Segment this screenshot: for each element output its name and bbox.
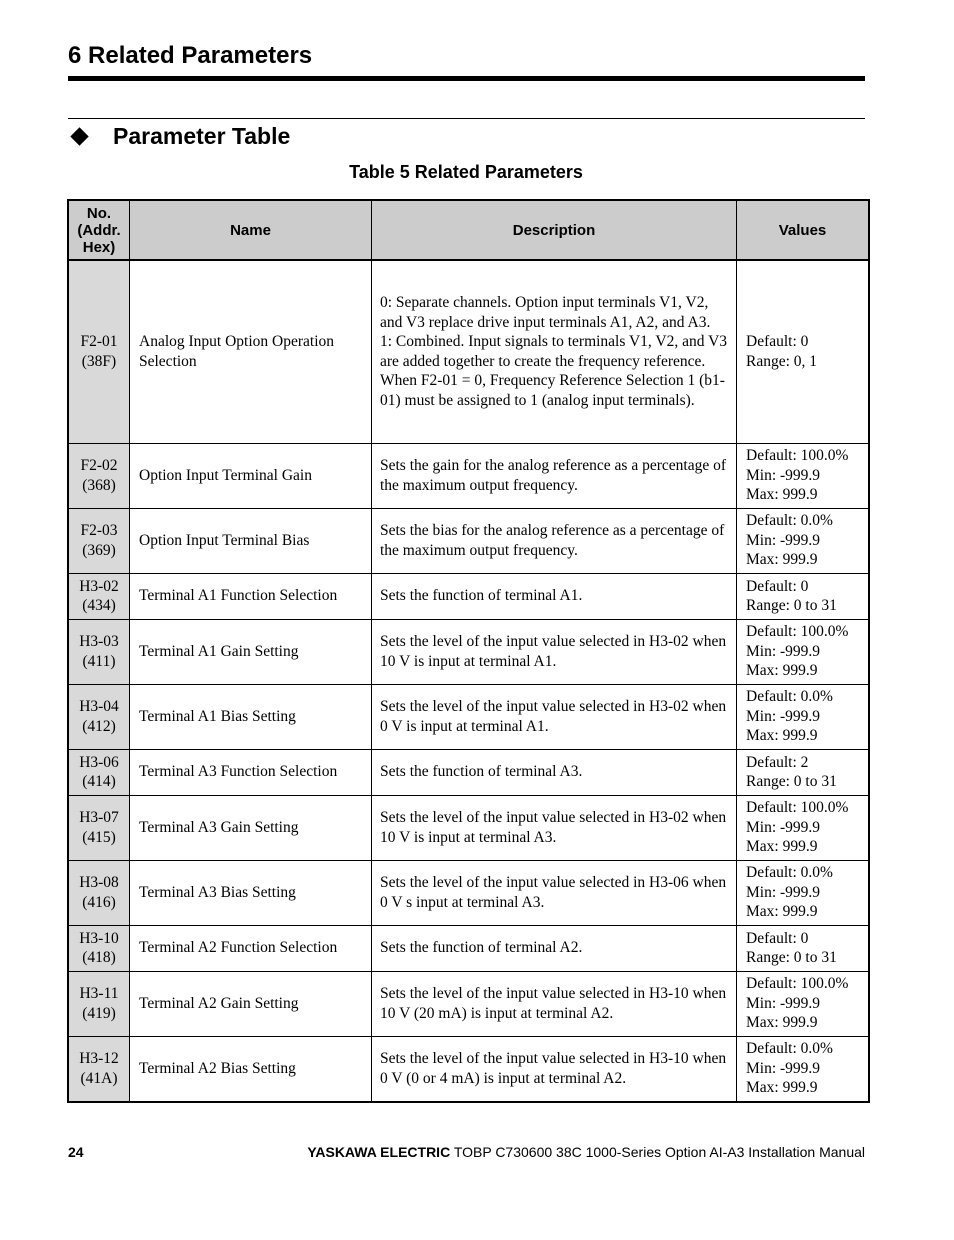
parameter-number-cell bbox=[69, 1036, 130, 1101]
parameter-address: (416) bbox=[82, 893, 116, 911]
parameter-description bbox=[372, 749, 737, 795]
value-line: Default: 0.0% bbox=[746, 864, 833, 882]
parameter-name: Option Input Terminal Bias bbox=[130, 508, 372, 573]
parameter-number-cell bbox=[69, 508, 130, 573]
value-line: Default: 0 bbox=[746, 577, 809, 595]
parameter-description bbox=[372, 573, 737, 619]
table-row bbox=[69, 443, 869, 508]
parameter-description bbox=[372, 971, 737, 1036]
table-row bbox=[69, 684, 869, 749]
description-line: Sets the level of the input value selected in H3-02 when 0 V is input at terminal A1. bbox=[380, 698, 727, 735]
value-line: Default: 100.0% bbox=[746, 623, 849, 641]
parameter-description bbox=[372, 443, 737, 508]
description-line: Sets the function of terminal A1. bbox=[380, 587, 583, 605]
section-rule bbox=[68, 118, 865, 119]
parameter-name: Terminal A3 Function Selection bbox=[130, 749, 372, 795]
parameter-number: F2-02 bbox=[80, 457, 118, 474]
value-line: Min: -999.9 bbox=[746, 642, 821, 660]
parameter-number-cell bbox=[69, 860, 130, 925]
value-line: Min: -999.9 bbox=[746, 531, 821, 549]
parameter-description bbox=[372, 860, 737, 925]
footer-manual-title: TOBP C730600 38C 1000-Series Option AI-A3 Installation Manual bbox=[450, 1144, 865, 1160]
parameter-table bbox=[68, 200, 869, 1102]
parameter-number: H3-03 bbox=[79, 633, 119, 650]
parameter-name: Terminal A1 Function Selection bbox=[130, 573, 372, 619]
table-header-row bbox=[69, 201, 869, 261]
description-line: Sets the function of terminal A2. bbox=[380, 939, 583, 957]
parameter-address: (414) bbox=[82, 773, 116, 790]
parameter-values bbox=[737, 619, 869, 684]
parameter-description bbox=[372, 619, 737, 684]
description-line: Sets the function of terminal A3. bbox=[380, 763, 583, 781]
parameter-name: Terminal A3 Bias Setting bbox=[130, 860, 372, 925]
parameter-values bbox=[737, 971, 869, 1036]
parameter-address: (38F) bbox=[81, 352, 117, 370]
parameter-description bbox=[372, 260, 737, 443]
parameter-name: Analog Input Option Operation Selection bbox=[130, 260, 372, 443]
table-row bbox=[69, 573, 869, 619]
value-line: Min: -999.9 bbox=[746, 1059, 821, 1077]
section-title: Parameter Table bbox=[113, 123, 291, 149]
parameter-number-cell bbox=[69, 619, 130, 684]
parameter-description bbox=[372, 925, 737, 971]
parameter-name: Terminal A3 Gain Setting bbox=[130, 795, 372, 860]
description-line: When F2-01 = 0, Frequency Reference Selection 1 (b1-01) must be assigned to 1 (analog input terminals). bbox=[380, 372, 725, 409]
parameter-values bbox=[737, 795, 869, 860]
diamond-bullet-icon bbox=[70, 127, 88, 145]
column-header-description: Description bbox=[372, 201, 737, 261]
parameter-name: Terminal A2 Bias Setting bbox=[130, 1036, 372, 1101]
parameter-address: (415) bbox=[82, 828, 116, 846]
description-line: 0: Separate channels. Option input terminals V1, V2, and V3 replace drive input terminals A1, A2, and A3. bbox=[380, 294, 711, 331]
value-line: Range: 0 to 31 bbox=[746, 773, 837, 790]
table-row bbox=[69, 508, 869, 573]
table-row bbox=[69, 260, 869, 443]
parameter-address: (418) bbox=[82, 949, 116, 966]
parameter-values bbox=[737, 573, 869, 619]
parameter-name: Terminal A1 Gain Setting bbox=[130, 619, 372, 684]
parameter-number: H3-06 bbox=[79, 753, 119, 771]
value-line: Range: 0, 1 bbox=[746, 352, 818, 370]
value-line: Max: 999.9 bbox=[746, 1079, 818, 1097]
value-line: Default: 100.0% bbox=[746, 975, 849, 993]
parameter-number: H3-07 bbox=[79, 809, 119, 826]
value-line: Max: 999.9 bbox=[746, 662, 818, 680]
value-line: Default: 100.0% bbox=[746, 447, 849, 465]
value-line: Range: 0 to 31 bbox=[746, 949, 837, 966]
value-line: Min: -999.9 bbox=[746, 883, 821, 901]
value-line: Max: 999.9 bbox=[746, 838, 818, 856]
column-header-no: No. (Addr. Hex) bbox=[69, 201, 130, 261]
description-line: Sets the level of the input value selected in H3-10 when 0 V (0 or 4 mA) is input at terminal A2. bbox=[380, 1050, 727, 1087]
value-line: Default: 0.0% bbox=[746, 1040, 833, 1058]
parameter-number: H3-10 bbox=[79, 929, 119, 947]
parameter-number: F2-03 bbox=[80, 522, 118, 539]
value-line: Max: 999.9 bbox=[746, 903, 818, 921]
value-line: Min: -999.9 bbox=[746, 994, 821, 1012]
value-line: Default: 0.0% bbox=[746, 512, 833, 530]
value-line: Range: 0 to 31 bbox=[746, 597, 837, 614]
value-line: Min: -999.9 bbox=[746, 818, 821, 836]
parameter-number: H3-12 bbox=[79, 1050, 119, 1067]
description-line: Sets the level of the input value selected in H3-06 when 0 V s input at terminal A3. bbox=[380, 874, 727, 911]
parameter-name: Option Input Terminal Gain bbox=[130, 443, 372, 508]
parameter-number-cell bbox=[69, 684, 130, 749]
description-line: Sets the bias for the analog reference as a percentage of the maximum output frequency. bbox=[380, 522, 725, 559]
parameter-description bbox=[372, 1036, 737, 1101]
parameter-number: H3-08 bbox=[79, 874, 119, 891]
value-line: Min: -999.9 bbox=[746, 466, 821, 484]
parameter-number-cell bbox=[69, 749, 130, 795]
parameter-values bbox=[737, 860, 869, 925]
parameter-address: (411) bbox=[82, 652, 116, 670]
description-line: Sets the level of the input value selected in H3-02 when 10 V is input at terminal A3. bbox=[380, 809, 727, 846]
description-line: Sets the gain for the analog reference as a percentage of the maximum output frequency. bbox=[380, 457, 726, 494]
parameter-name: Terminal A1 Bias Setting bbox=[130, 684, 372, 749]
parameter-number: F2-01 bbox=[80, 333, 118, 351]
parameter-description bbox=[372, 795, 737, 860]
table-row bbox=[69, 619, 869, 684]
parameter-address: (419) bbox=[82, 1004, 116, 1022]
parameter-values bbox=[737, 508, 869, 573]
parameter-values bbox=[737, 260, 869, 443]
parameter-name: Terminal A2 Function Selection bbox=[130, 925, 372, 971]
parameter-name: Terminal A2 Gain Setting bbox=[130, 971, 372, 1036]
parameter-description bbox=[372, 684, 737, 749]
parameter-values bbox=[737, 443, 869, 508]
table-row bbox=[69, 1036, 869, 1101]
column-header-values: Values bbox=[737, 201, 869, 261]
parameter-description bbox=[372, 508, 737, 573]
description-line: Sets the level of the input value selected in H3-02 when 10 V is input at terminal A1. bbox=[380, 633, 727, 670]
parameter-values bbox=[737, 684, 869, 749]
parameter-values bbox=[737, 749, 869, 795]
parameter-address: (412) bbox=[82, 717, 116, 735]
value-line: Max: 999.9 bbox=[746, 1014, 818, 1032]
column-header-name: Name bbox=[130, 201, 372, 261]
parameter-address: (434) bbox=[82, 597, 116, 614]
chapter-rule bbox=[68, 76, 865, 81]
parameter-number: H3-04 bbox=[79, 698, 119, 715]
parameter-address: (369) bbox=[82, 541, 116, 559]
parameter-number-cell bbox=[69, 971, 130, 1036]
parameter-address: (41A) bbox=[80, 1069, 118, 1087]
chapter-title: 6 Related Parameters bbox=[68, 42, 313, 69]
page-number: 24 bbox=[68, 1144, 84, 1160]
description-line: 1: Combined. Input signals to terminals V1, V2, and V3 are added together to create the frequency reference. bbox=[380, 333, 728, 370]
table-row bbox=[69, 925, 869, 971]
table-caption: Table 5 Related Parameters bbox=[349, 162, 583, 182]
value-line: Default: 0 bbox=[746, 929, 809, 947]
footer-brand: YASKAWA ELECTRIC bbox=[307, 1144, 451, 1160]
parameter-number-cell bbox=[69, 925, 130, 971]
description-line: Sets the level of the input value selected in H3-10 when 10 V (20 mA) is input at terminal A2. bbox=[380, 985, 727, 1022]
table-body bbox=[69, 260, 869, 1101]
parameter-number-cell bbox=[69, 573, 130, 619]
value-line: Default: 0 bbox=[746, 333, 809, 351]
footer-manual-info bbox=[307, 1144, 865, 1160]
table-row bbox=[69, 749, 869, 795]
table-row bbox=[69, 795, 869, 860]
value-line: Max: 999.9 bbox=[746, 727, 818, 745]
parameter-number: H3-11 bbox=[79, 985, 119, 1002]
value-line: Default: 2 bbox=[746, 753, 809, 771]
parameter-values bbox=[737, 1036, 869, 1101]
value-line: Max: 999.9 bbox=[746, 551, 818, 569]
parameter-number: H3-02 bbox=[79, 577, 119, 595]
parameter-address: (368) bbox=[82, 476, 116, 494]
parameter-number-cell bbox=[69, 260, 130, 443]
parameter-number-cell bbox=[69, 443, 130, 508]
section-heading bbox=[68, 123, 290, 150]
value-line: Default: 100.0% bbox=[746, 799, 849, 817]
table-row bbox=[69, 971, 869, 1036]
table-row bbox=[69, 860, 869, 925]
value-line: Min: -999.9 bbox=[746, 707, 821, 725]
value-line: Max: 999.9 bbox=[746, 486, 818, 504]
value-line: Default: 0.0% bbox=[746, 688, 833, 706]
parameter-values bbox=[737, 925, 869, 971]
parameter-number-cell bbox=[69, 795, 130, 860]
